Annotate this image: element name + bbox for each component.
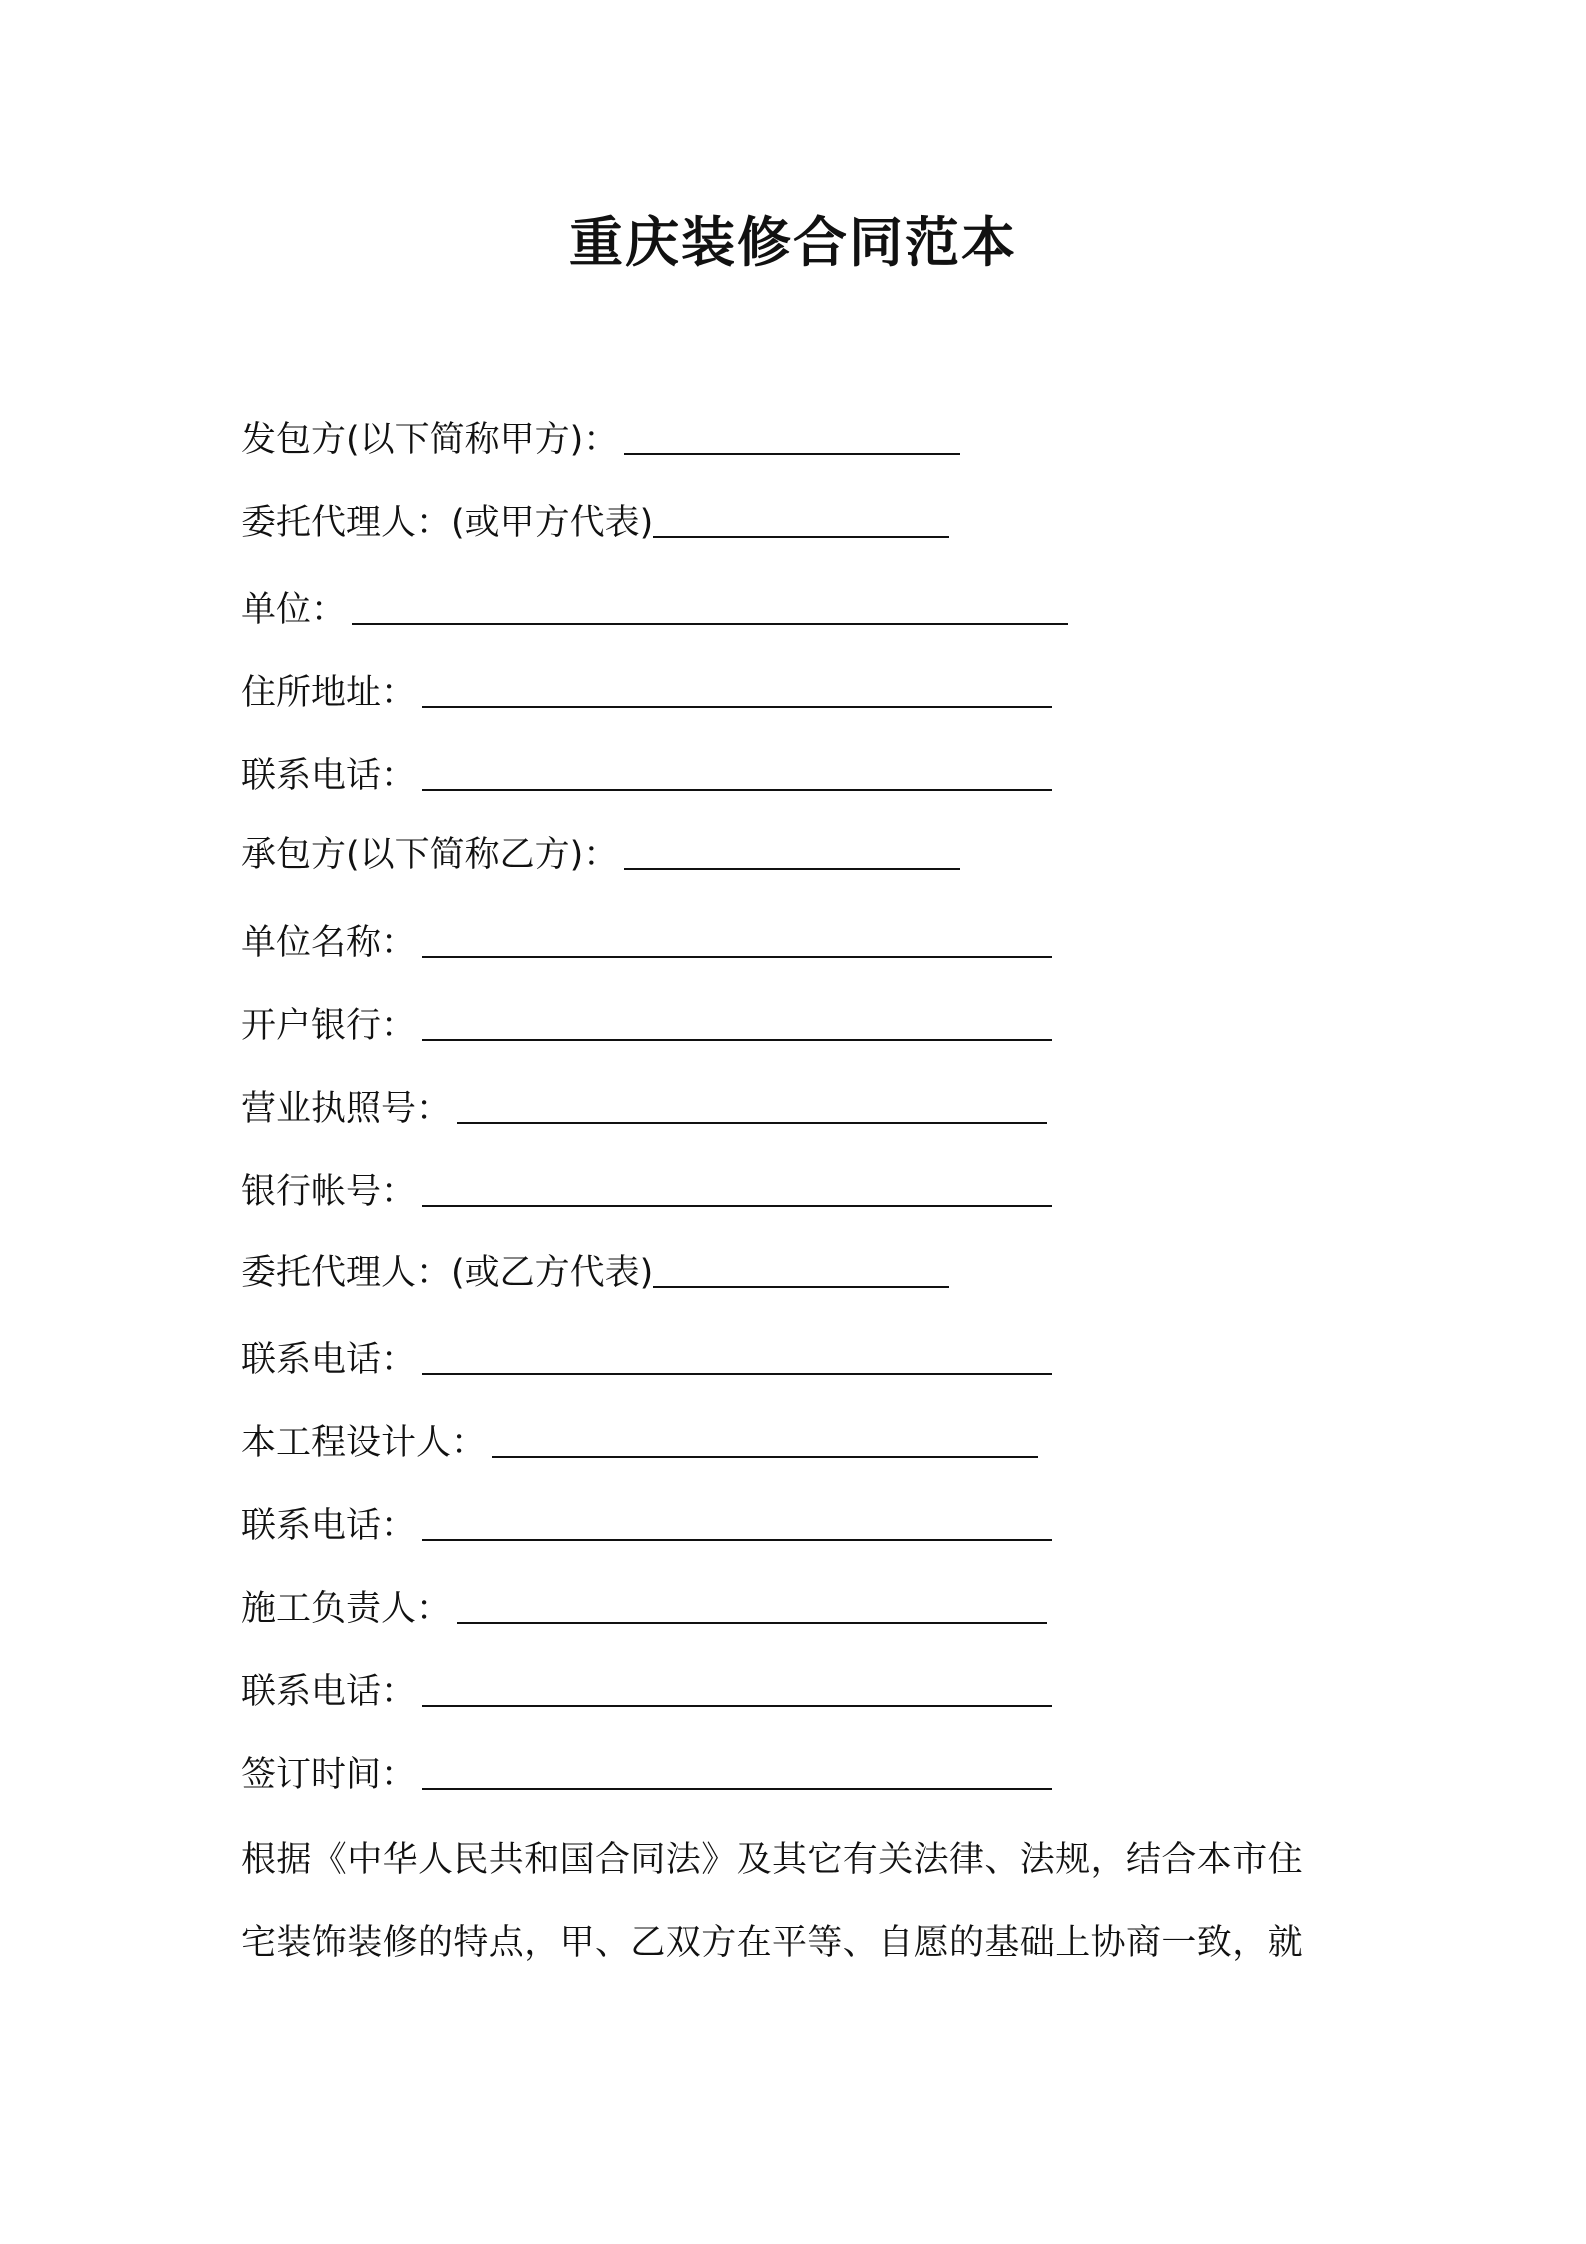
field-label: 单位： xyxy=(241,590,347,630)
field-label: 单位名称： xyxy=(241,923,417,963)
field-contractor-agent xyxy=(241,1243,949,1303)
field-designer-phone xyxy=(241,1496,1052,1556)
field-label: 银行帐号： xyxy=(241,1172,417,1212)
field-contractor-phone xyxy=(241,1330,1052,1390)
field-label: 联系电话： xyxy=(241,1672,417,1712)
field-signing-date xyxy=(241,1745,1052,1805)
field-site-manager-phone xyxy=(241,1662,1052,1722)
fill-in-blank[interactable] xyxy=(457,1120,1047,1124)
field-label: 委托代理人：(或甲方代表) xyxy=(241,503,654,543)
fill-in-blank[interactable] xyxy=(422,954,1052,958)
fill-in-blank[interactable] xyxy=(422,1037,1052,1041)
field-employer-unit xyxy=(241,580,1068,640)
fill-in-blank[interactable] xyxy=(653,1284,949,1288)
fill-in-blank[interactable] xyxy=(422,1371,1052,1375)
fill-in-blank[interactable] xyxy=(624,866,960,870)
fill-in-blank[interactable] xyxy=(422,1537,1052,1541)
fill-in-blank[interactable] xyxy=(492,1454,1038,1458)
field-label: 发包方(以下简称甲方)： xyxy=(241,420,619,460)
field-label: 签订时间： xyxy=(241,1755,417,1795)
field-contractor-account xyxy=(241,1162,1052,1222)
field-contractor-bank xyxy=(241,996,1052,1056)
fill-in-blank[interactable] xyxy=(422,1703,1052,1707)
field-label: 施工负责人： xyxy=(241,1589,452,1629)
document-title: 重庆装修合同范本 xyxy=(569,211,1017,274)
field-employer xyxy=(241,410,960,470)
field-designer xyxy=(241,1413,1038,1473)
paragraph-line: 根据《中华人民共和国合同法》及其它有关法律、法规，结合本市住 xyxy=(241,1840,1304,1880)
field-label: 承包方(以下简称乙方)： xyxy=(241,835,619,875)
fill-in-blank[interactable] xyxy=(653,534,949,538)
field-label: 本工程设计人： xyxy=(241,1423,487,1463)
paragraph-line: 宅装饰装修的特点，甲、乙双方在平等、自愿的基础上协商一致，就 xyxy=(241,1923,1304,1963)
field-label: 住所地址： xyxy=(241,673,417,713)
fill-in-blank[interactable] xyxy=(422,1786,1052,1790)
field-label: 联系电话： xyxy=(241,756,417,796)
fill-in-blank[interactable] xyxy=(422,704,1052,708)
field-employer-agent xyxy=(241,493,949,553)
field-employer-address xyxy=(241,663,1052,723)
field-label: 开户银行： xyxy=(241,1006,417,1046)
field-contractor-license xyxy=(241,1079,1047,1139)
fill-in-blank[interactable] xyxy=(422,1203,1052,1207)
fill-in-blank[interactable] xyxy=(352,621,1068,625)
field-employer-phone xyxy=(241,746,1052,806)
fill-in-blank[interactable] xyxy=(457,1620,1047,1624)
field-label: 联系电话： xyxy=(241,1340,417,1380)
fill-in-blank[interactable] xyxy=(624,451,960,455)
field-contractor-unit-name xyxy=(241,913,1052,973)
field-label: 联系电话： xyxy=(241,1506,417,1546)
fill-in-blank[interactable] xyxy=(422,787,1052,791)
field-contractor xyxy=(241,825,960,885)
field-label: 委托代理人：(或乙方代表) xyxy=(241,1253,654,1293)
field-label: 营业执照号： xyxy=(241,1089,452,1129)
field-site-manager xyxy=(241,1579,1047,1639)
